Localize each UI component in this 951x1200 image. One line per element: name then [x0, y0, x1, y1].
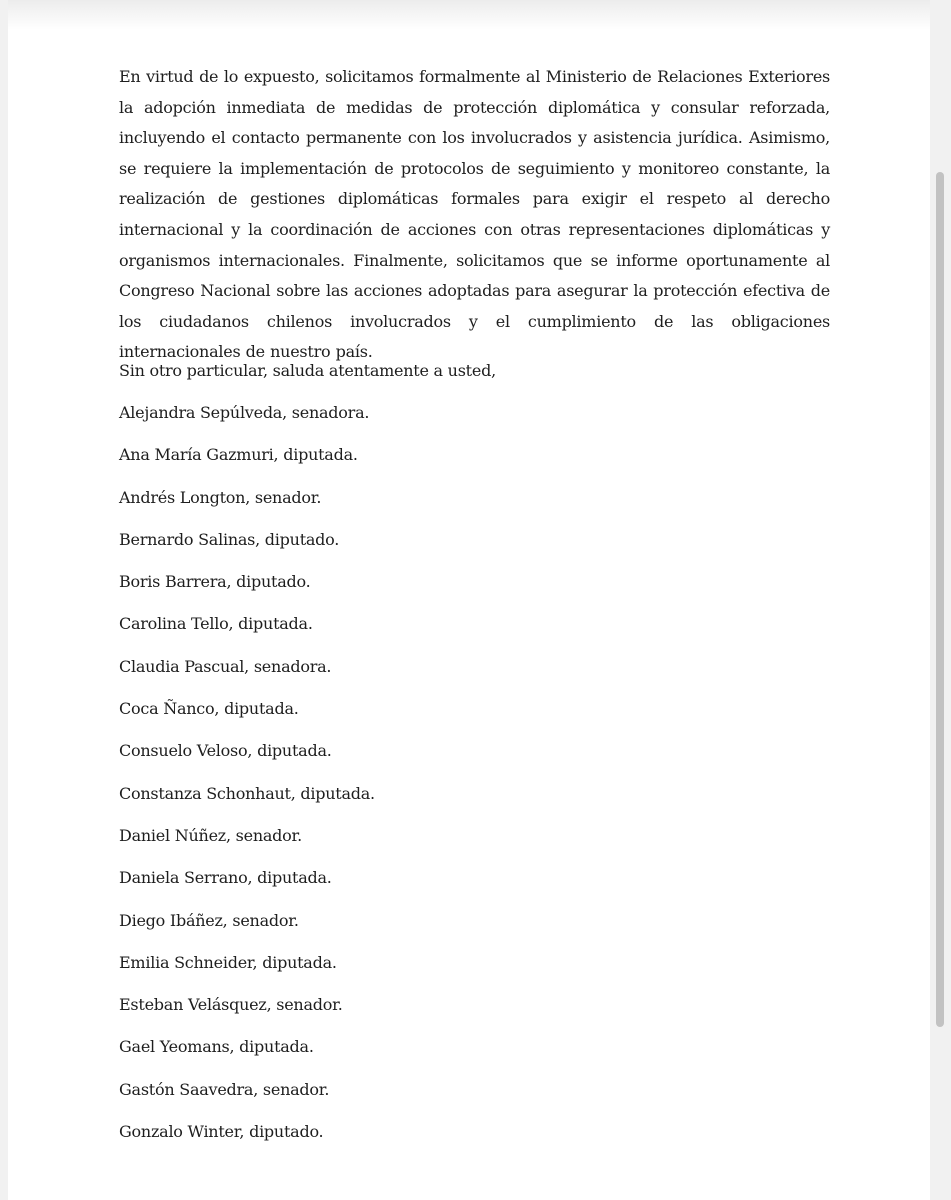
- signatory-item: Claudia Pascual, senadora.: [119, 656, 332, 676]
- signatory-item: Alejandra Sepúlveda, senadora.: [119, 403, 370, 422]
- signatory-item: Gael Yeomans, diputada.: [119, 1037, 314, 1057]
- signatory-item: Carolina Tello, diputada.: [119, 614, 313, 634]
- signatory-item: Consuelo Veloso, diputada.: [119, 741, 332, 761]
- signatory-item: Constanza Schonhaut, diputada.: [119, 783, 375, 803]
- signatory-item: Daniel Núñez, senador.: [119, 825, 303, 845]
- signatory-item: Boris Barrera, diputado.: [119, 572, 311, 592]
- document-page: [8, 0, 930, 1200]
- signatory-item: Gastón Saavedra, senador.: [119, 1079, 330, 1099]
- signatory-item: Coca Ñanco, diputada.: [119, 699, 299, 719]
- signatory-item: Esteban Velásquez, senador.: [119, 995, 343, 1015]
- signatory-item: Bernardo Salinas, diputado.: [119, 529, 340, 549]
- signatory-item: Andrés Longton, senador.: [119, 487, 322, 507]
- scrollbar-thumb[interactable]: [936, 172, 944, 1027]
- previous-page-edge: [8, 0, 930, 30]
- signatory-item: Ana María Gazmuri, diputada.: [119, 445, 358, 465]
- request-paragraph: En virtud de lo expuesto, solicitamos formalmente al Ministerio de Relaciones Exteriores la adopción inmediata de medidas de protección diplomática y consular reforzada, incluyendo el contacto permanente con los involucrados y asistencia jurídica. Asimismo, se requiere la implementación de protocolos de seguimiento y monitoreo constante, la realización de gestiones diplomáticas formales para exigir el respeto al derecho internacional y la coordinación de acciones con otras representaciones diplomáticas y organismos internacionales. Finalmente, solicitamos que se informe oportunamente al Congreso Nacional sobre las acciones adoptadas para asegurar la protección efectiva de los ciudadanos chilenos involucrados y el cumplimiento de las obligaciones internacionales de nuestro país.: [119, 67, 830, 362]
- signatory-item: Daniela Serrano, diputada.: [119, 868, 332, 888]
- signatory-list: [119, 398, 375, 1159]
- signatory-item: Gonzalo Winter, diputado.: [119, 1122, 324, 1142]
- signatory-item: Emilia Schneider, diputada.: [119, 952, 337, 972]
- signatory-item: Diego Ibáñez, senador.: [119, 910, 299, 930]
- closing-salutation: Sin otro particular, saluda atentamente a usted,: [119, 361, 496, 380]
